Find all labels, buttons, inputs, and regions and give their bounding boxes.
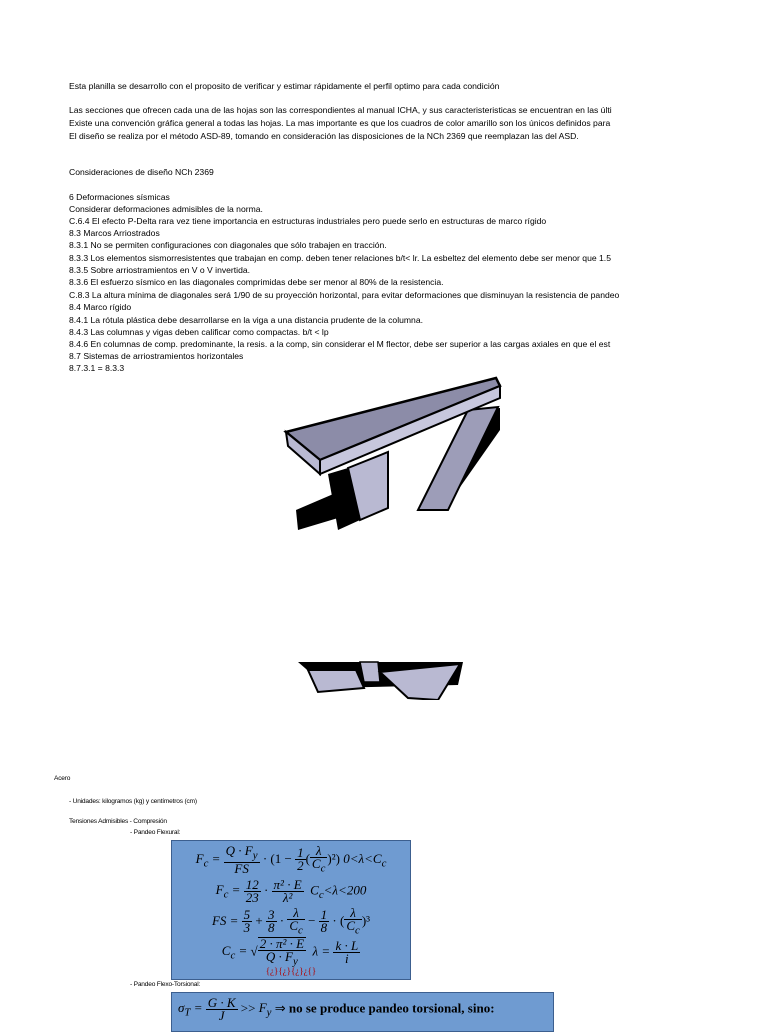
intro-line-3: Existe una convención gráfica general a todas las hojas. La mas importante es que los cuadros de color amarillo son los únicos definidos para [69,118,611,128]
list-item: C.8.3 La altura mínima de diagonales será 1/90 de su proyección horizontal, para evitar deformaciones que disminuyan la resistencia de pandeo [69,290,620,300]
list-item: 8.3.1 No se permiten configuraciones con diagonales que sólo trabajen en tracción. [69,240,387,250]
list-item: 8.4.1 La rótula plástica debe desarrollarse en la viga a una distancia prudente de la columna. [69,315,424,325]
list-item: 8.3.6 El esfuerzo sísmico en las diagonales comprimidas debe ser menor al 80% de la resistencia. [69,277,444,287]
formula-lambda: λ = [312,943,331,959]
units-note: - Unidades: kilogramos (kg) y centímetros (cm) [69,798,197,805]
list-item: Considerar deformaciones admisibles de la norma. [69,204,263,214]
formula-range-1: 0<λ<C [343,850,382,866]
section-title: Consideraciones de diseño NCh 2369 [69,167,214,177]
list-item: 8.4 Marco rígido [69,302,132,312]
list-item: 8.3.5 Sobre arriostramientos en V o V invertida. [69,265,251,275]
list-item: 8.4.3 Las columnas y vigas deben calificar como compactas. b/t < lp [69,327,329,337]
intro-line-1: Esta planilla se desarrollo con el proposito de verificar y estimar rápidamente el perfil optimo para cada condición [69,81,500,91]
formula-range-2: <λ<200 [323,882,367,898]
list-item: 6 Deformaciones sísmicas [69,192,170,202]
formula-cc: C [310,882,319,898]
list-item: C.6.4 El efecto P-Delta rara vez tiene importancia en estructuras industriales pero puede serlo en estructuras de marco rígido [69,216,547,226]
list-item: 8.3.3 Los elementos sismorresistentes que trabajan en comp. deben tener relaciones b/t< lr. La esbeltez del elemento debe ser menor que 1.5 [69,253,611,263]
intro-line-4: El diseño se realiza por el método ASD-89, tomando en consideración las disposiciones de la NCh 2369 que reemplazan las del ASD. [69,131,579,141]
subheading-pandeo-flexo: - Pandeo Flexo-Torsional: [130,981,201,988]
formula-box-flexural: $F_c$ = $\frac{Q \cdot F_y}{FS}$ · (1 − $\frac{1}{2}$ ( $\frac{\lambda}{C_c}$ )²) $0<\lambda<C_c$ $F_c$ = $\frac{12}{23}$ · $\frac{\text{π² · E}}{\text{λ²}}$ $C_c<\lambda<200$ FS = $\frac{5}{3}$ + $\frac{3}{8}$ · $\frac{\lambda}{C_c}$ − $\frac{1}{8}$ · ( $\frac{\lambda}{C_c}$ )³ $C_c$ = √ $\frac{\text{2 · π² · E}}{Q \cdot F_y}$ λ = $\frac{k \cdot L}{i}$ {¿}{¿}{¿}¿{} [171,840,411,980]
list-item: 8.7.3.1 = 8.3.3 [69,363,125,373]
material-label: Acero [54,775,71,782]
formula-box-flexo-torsional: $\sigma_T$ = $\frac{G \cdot K}{J}$ >> $F_y$ ⇒ no se produce pandeo torsional, sino: [171,992,554,1032]
list-item: 8.3 Marcos Arriostrados [69,228,160,238]
formula-flexo-text: no se produce pandeo torsional, sino: [288,1000,495,1016]
i-beam-illustration [268,370,518,700]
subheading-tensiones: Tensiones Admisibles - Compresión [69,818,167,825]
intro-line-2: Las secciones que ofrecen cada una de las hojas son las correspondientes al manual ICHA, y sus caracteristeristicas se encuentran en las últi [69,105,612,115]
subheading-pandeo-flexural: - Pandeo Flexural: [130,829,181,836]
list-item: 8.4.6 En columnas de comp. predominante, la resis. a la comp, sin considerar el M flector, debe ser superior a las cargas axiales en que el est [69,339,611,349]
list-item: 8.7 Sistemas de arriostramientos horizontales [69,351,244,361]
formula-artifact: {¿}{¿}{¿}¿{} [265,966,317,976]
